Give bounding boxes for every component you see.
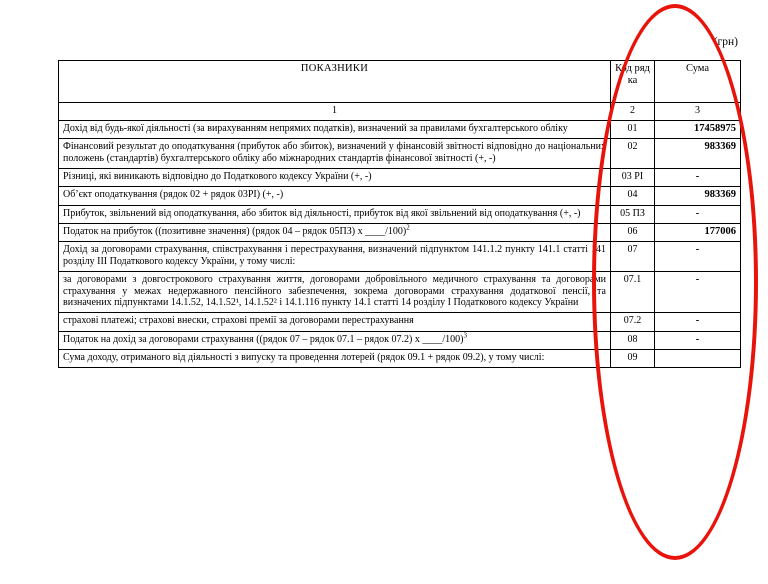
table-row bbox=[59, 331, 741, 349]
column-number-1: 1 bbox=[59, 103, 611, 121]
row-sum bbox=[655, 350, 741, 368]
row-sum: - bbox=[655, 313, 741, 331]
row-sum: 177006 bbox=[655, 223, 741, 241]
row-indicator: Об’єкт оподаткування (рядок 02 + рядок 03РІ) (+, -) bbox=[59, 187, 611, 205]
table-row bbox=[59, 271, 741, 312]
row-code: 03 РІ bbox=[611, 168, 655, 186]
row-code: 06 bbox=[611, 223, 655, 241]
row-indicator bbox=[59, 331, 611, 349]
table-row bbox=[59, 139, 741, 169]
table-row bbox=[59, 223, 741, 241]
row-indicator bbox=[59, 223, 611, 241]
row-code: 08 bbox=[611, 331, 655, 349]
row-code: 05 ПЗ bbox=[611, 205, 655, 223]
table-row bbox=[59, 168, 741, 186]
column-number-2: 2 bbox=[611, 103, 655, 121]
table-row bbox=[59, 350, 741, 368]
header-indicator: ПОКАЗНИКИ bbox=[59, 61, 611, 103]
row-code: 09 bbox=[611, 350, 655, 368]
currency-note: (грн) bbox=[713, 36, 738, 48]
row-code: 07.1 bbox=[611, 271, 655, 312]
column-number-3: 3 bbox=[655, 103, 741, 121]
header-code: Код ряд ка bbox=[611, 61, 655, 103]
row-indicator: Прибуток, звільнений від оподаткування, або збиток від діяльності, прибуток від якої звільнений від оподаткування (+, -) bbox=[59, 205, 611, 223]
declaration-table bbox=[58, 60, 741, 368]
table-header-row bbox=[59, 61, 741, 103]
row-indicator: страхові платежі; страхові внески, страхові премії за договорами перестрахування bbox=[59, 313, 611, 331]
footnote-marker: 2 bbox=[406, 223, 410, 232]
row-indicator-text: Податок на дохід за договорами страхування ((рядок 07 – рядок 07.1 – рядок 07.2) х ____/100) bbox=[63, 333, 464, 345]
row-indicator: Дохід за договорами страхування, співстрахування і перестрахування, визначений підпунктом 141.1.2 пункту 141.1 статті 141 розділу III Податкового кодексу України, у тому числі: bbox=[59, 242, 611, 272]
row-indicator: Фінансовий результат до оподаткування (прибуток або збиток), визначений у фінансовій звітності відповідно до національних положень (стандартів) бухгалтерського обліку або міжнародних стандартів фінансової звітності (+, -) bbox=[59, 139, 611, 169]
table-row bbox=[59, 313, 741, 331]
row-code: 04 bbox=[611, 187, 655, 205]
table-row bbox=[59, 205, 741, 223]
row-code: 01 bbox=[611, 120, 655, 138]
row-indicator-text: Податок на прибуток ((позитивне значення) (рядок 04 – рядок 05ПЗ) х ____/100) bbox=[63, 225, 407, 237]
row-code: 07.2 bbox=[611, 313, 655, 331]
row-indicator: за договорами з довгострокового страхування життя, договорами добровільного медичного страхування та договорами страхування у межах недержавного пенсійного забезпечення, зокрема договорами страхування додаткової пенсії, та визначених підпунктами 14.1.52, 14.1.52¹, 14.1.52² і 14.1.116 пункту 14.1 статті 14 розділу I Податкового кодексу України bbox=[59, 271, 611, 312]
row-sum: - bbox=[655, 271, 741, 312]
row-indicator: Сума доходу, отриманого від діяльності з випуску та проведення лотерей (рядок 09.1 + рядок 09.2), у тому числі: bbox=[59, 350, 611, 368]
row-code: 02 bbox=[611, 139, 655, 169]
row-sum: - bbox=[655, 168, 741, 186]
row-indicator: Дохід від будь-якої діяльності (за вирахуванням непрямих податків), визначений за правилами бухгалтерського обліку bbox=[59, 120, 611, 138]
column-number-row bbox=[59, 103, 741, 121]
row-sum: 983369 bbox=[655, 139, 741, 169]
row-sum: - bbox=[655, 205, 741, 223]
table-row bbox=[59, 242, 741, 272]
footnote-marker: 3 bbox=[463, 331, 467, 340]
row-code: 07 bbox=[611, 242, 655, 272]
table-row bbox=[59, 187, 741, 205]
row-indicator: Різниці, які виникають відповідно до Податкового кодексу України (+, -) bbox=[59, 168, 611, 186]
header-sum: Сума bbox=[655, 61, 741, 103]
row-sum: 17458975 bbox=[655, 120, 741, 138]
row-sum: 983369 bbox=[655, 187, 741, 205]
row-sum: - bbox=[655, 331, 741, 349]
table-row bbox=[59, 120, 741, 138]
row-sum: - bbox=[655, 242, 741, 272]
